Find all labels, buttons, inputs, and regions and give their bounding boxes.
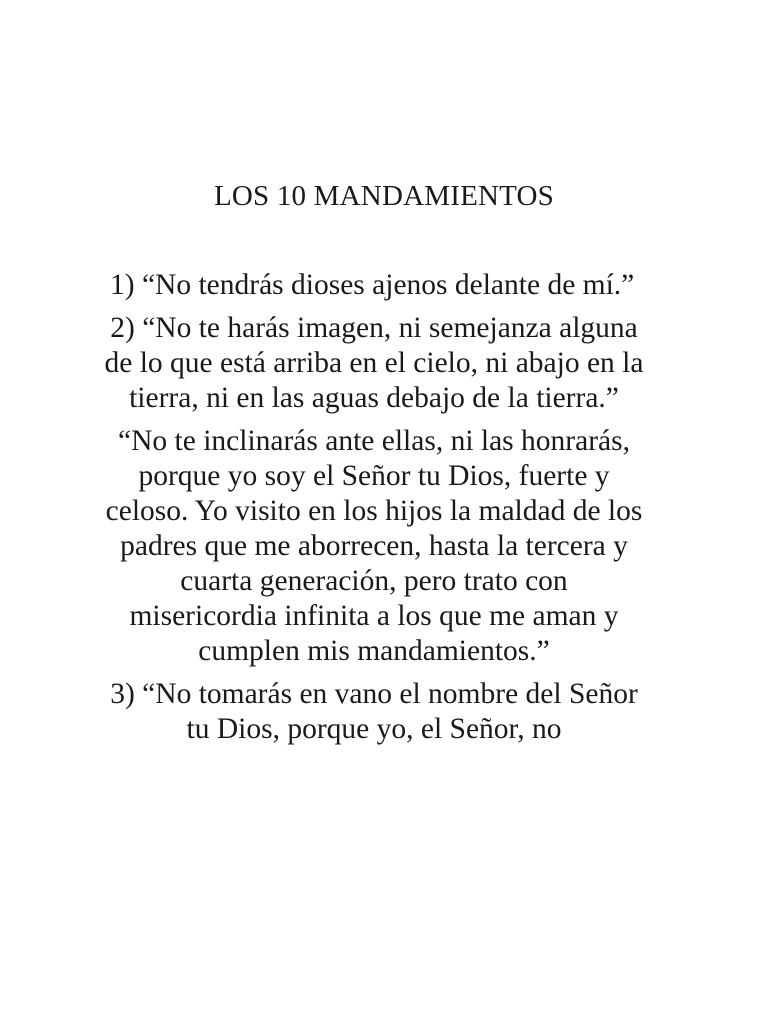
document-title: LOS 10 MANDAMIENTOS	[213, 180, 554, 212]
document-body	[104, 268, 644, 747]
commandment-3-paragraph: 3) “No tomarás en vano el nombre del Señor tu Dios, porque yo, el Señor, no	[110, 678, 638, 745]
commandment-2-continuation-paragraph: “No te inclinarás ante ellas, ni las honrarás, porque yo soy el Señor tu Dios, fuerte y celoso. Yo visito en los hijos la maldad de los padres que me aborrecen, hasta la tercera y cuarta generación, pero trato con misericordia infinita a los que me aman y cumplen mis mandamientos.”	[105, 425, 643, 667]
commandment-1-paragraph: 1) “No tendrás dioses ajenos delante de mí.”	[110, 269, 635, 301]
commandment-2-paragraph: 2) “No te harás imagen, ni semejanza alguna de lo que está arriba en el cielo, ni abajo en la tierra, ni en las aguas debajo de la tierra.”	[104, 312, 644, 414]
